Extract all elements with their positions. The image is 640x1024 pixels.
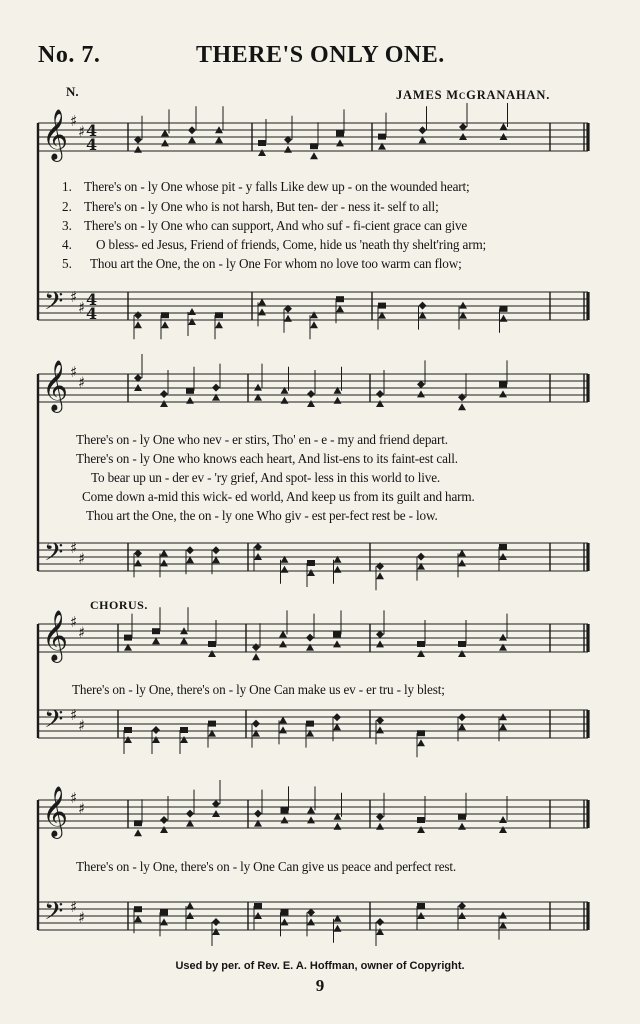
- copyright-credit: Used by per. of Rev. E. A. Hoffman, owner of Copyright.: [175, 960, 465, 972]
- note-head: [252, 720, 260, 728]
- lyric-line: There's on - ly One who is not harsh, But ten- der - ness it- self to all;: [84, 199, 439, 214]
- note-head: [215, 312, 223, 318]
- note-head: [376, 630, 384, 638]
- key-marking: N.: [66, 84, 79, 99]
- note-head: [417, 817, 425, 823]
- note-head: [336, 139, 344, 146]
- sharp-sign: ♯: [70, 363, 78, 381]
- note-head: [160, 918, 168, 925]
- treble-clef-icon: 𝄞: [42, 360, 69, 411]
- note-head: [152, 736, 160, 743]
- note-head: [499, 390, 507, 397]
- note-head: [212, 384, 220, 392]
- lyric-line: To bear up un - der ev - 'ry grief, And spot- less in this world to live.: [91, 470, 441, 485]
- treble-clef-icon: 𝄞: [42, 610, 69, 661]
- note-head: [180, 727, 188, 733]
- time-signature: 4: [86, 121, 98, 140]
- note-head: [212, 546, 220, 554]
- note-head: [376, 400, 384, 407]
- lyric-line: There's on - ly One whose pit - y falls Like dew up - on the wounded heart;: [84, 179, 470, 194]
- verse-number: 3.: [62, 218, 72, 233]
- note-head: [208, 641, 216, 647]
- note-head: [160, 559, 168, 566]
- note-head: [254, 903, 262, 909]
- note-head: [458, 393, 466, 401]
- bass-clef-icon: 𝄢: [44, 287, 64, 322]
- note-head: [307, 390, 315, 398]
- note-head: [376, 928, 384, 935]
- note-head: [307, 908, 315, 916]
- note-head: [419, 302, 427, 310]
- note-head: [161, 139, 169, 146]
- note-head: [458, 823, 466, 830]
- note-head: [306, 634, 314, 642]
- note-head: [417, 380, 425, 388]
- note-head: [134, 906, 142, 912]
- note-head: [186, 546, 194, 554]
- note-head: [334, 397, 342, 404]
- time-signature: 4: [86, 304, 98, 323]
- note-head: [333, 631, 341, 637]
- note-head: [419, 126, 427, 134]
- note-head: [378, 303, 386, 309]
- note-head: [499, 544, 507, 550]
- note-head: [333, 713, 341, 721]
- note-head: [160, 909, 168, 915]
- sharp-sign: ♯: [70, 706, 78, 724]
- note-head: [160, 400, 168, 407]
- note-head: [458, 559, 466, 566]
- note-head: [188, 126, 196, 134]
- note-head: [134, 559, 142, 566]
- note-head: [307, 918, 315, 925]
- note-head: [376, 716, 384, 724]
- sharp-sign: ♯: [78, 623, 86, 642]
- note-head: [134, 321, 142, 328]
- note-head: [186, 902, 194, 909]
- note-head: [208, 721, 216, 727]
- note-head: [284, 315, 292, 322]
- note-head: [417, 739, 425, 746]
- bass-clef-icon: 𝄢: [44, 705, 64, 740]
- note-head: [160, 816, 168, 824]
- note-head: [279, 726, 287, 733]
- composer-credit: JAMES McGRANAHAN.: [396, 88, 551, 102]
- note-head: [499, 816, 507, 823]
- note-head: [212, 928, 220, 935]
- verse-number: 4.: [62, 237, 72, 252]
- note-head: [252, 643, 260, 651]
- note-head: [458, 814, 466, 820]
- note-head: [160, 826, 168, 833]
- sharp-sign: ♯: [78, 122, 86, 141]
- sharp-sign: ♯: [78, 908, 86, 927]
- sharp-sign: ♯: [70, 539, 78, 557]
- note-head: [334, 925, 342, 932]
- time-signature: 4: [86, 135, 98, 154]
- note-head: [306, 721, 314, 727]
- note-head: [500, 315, 508, 322]
- note-head: [258, 140, 266, 146]
- note-head: [458, 403, 466, 410]
- note-head: [499, 634, 507, 641]
- note-head: [334, 823, 342, 830]
- note-head: [134, 549, 142, 557]
- note-head: [307, 560, 315, 566]
- note-head: [499, 826, 507, 833]
- hymn-title: THERE'S ONLY ONE.: [196, 42, 445, 68]
- chorus-label: CHORUS.: [90, 598, 148, 612]
- page-number: 9: [315, 976, 325, 995]
- note-head: [124, 736, 132, 743]
- note-head: [417, 826, 425, 833]
- note-head: [134, 829, 142, 836]
- note-head: [417, 903, 425, 909]
- note-head: [417, 641, 425, 647]
- note-head: [417, 650, 425, 657]
- note-head: [208, 650, 216, 657]
- lyric-line: Come down a-mid this wick- ed world, And keep us from its guilt and harm.: [82, 489, 475, 504]
- note-head: [258, 308, 266, 315]
- lyric-line: Thou art the One, the on - ly One For whom no love too warm can flow;: [90, 256, 462, 271]
- note-head: [376, 572, 384, 579]
- bass-clef-icon: 𝄢: [44, 897, 64, 932]
- note-head: [458, 713, 466, 721]
- note-head: [188, 318, 196, 325]
- note-head: [499, 912, 507, 919]
- note-head: [186, 388, 194, 394]
- note-head: [279, 640, 287, 647]
- sharp-sign: ♯: [78, 373, 86, 392]
- note-head: [152, 628, 160, 634]
- note-head: [212, 918, 220, 926]
- note-head: [281, 909, 289, 915]
- note-head: [124, 727, 132, 733]
- note-head: [124, 635, 132, 641]
- note-head: [310, 311, 318, 318]
- note-head: [336, 296, 344, 302]
- note-head: [134, 146, 142, 153]
- note-head: [188, 308, 196, 315]
- note-head: [376, 726, 384, 733]
- treble-clef-icon: 𝄞: [42, 786, 69, 837]
- note-head: [376, 390, 384, 398]
- note-head: [499, 381, 507, 387]
- note-head: [458, 641, 466, 647]
- note-head: [254, 384, 262, 391]
- note-head: [134, 311, 142, 319]
- sharp-sign: ♯: [78, 799, 86, 818]
- note-head: [500, 306, 508, 312]
- note-head: [284, 146, 292, 153]
- note-head: [310, 152, 318, 159]
- note-head: [310, 321, 318, 328]
- sharp-sign: ♯: [78, 298, 86, 317]
- note-head: [459, 302, 467, 309]
- note-head: [500, 123, 508, 130]
- note-head: [180, 736, 188, 743]
- note-head: [334, 566, 342, 573]
- verse-number: 1.: [62, 179, 72, 194]
- sharp-sign: ♯: [70, 789, 78, 807]
- hymn-number: No. 7.: [38, 42, 101, 68]
- note-head: [307, 569, 315, 576]
- sharp-sign: ♯: [70, 288, 78, 306]
- note-head: [254, 810, 262, 818]
- sharp-sign: ♯: [70, 112, 78, 130]
- sharp-sign: ♯: [78, 716, 86, 735]
- note-head: [161, 321, 169, 328]
- note-head: [376, 562, 384, 570]
- note-head: [281, 566, 289, 573]
- chorus-lyric-line: There's on - ly One, there's on - ly One Can make us ev - er tru - ly blest;: [72, 682, 445, 697]
- note-head: [215, 321, 223, 328]
- lyric-line: There's on - ly One who knows each heart, And list-ens to its faint-est call.: [76, 451, 458, 466]
- note-head: [307, 816, 315, 823]
- note-head: [307, 400, 315, 407]
- note-head: [417, 553, 425, 561]
- note-head: [336, 130, 344, 136]
- note-head: [152, 726, 160, 734]
- time-signature: 4: [86, 290, 98, 309]
- note-head: [134, 820, 142, 826]
- note-head: [376, 823, 384, 830]
- note-head: [417, 390, 425, 397]
- treble-clef-icon: 𝄞: [42, 109, 69, 160]
- note-head: [281, 816, 289, 823]
- sharp-sign: ♯: [70, 898, 78, 916]
- bass-clef-icon: 𝄢: [44, 538, 64, 573]
- note-head: [161, 312, 169, 318]
- note-head: [160, 390, 168, 398]
- sharp-sign: ♯: [78, 549, 86, 568]
- note-head: [376, 918, 384, 926]
- lyric-line: There's on - ly One who can support, And who suf - fi-cient grace can give: [84, 218, 468, 233]
- note-head: [376, 640, 384, 647]
- verse-number: 2.: [62, 199, 72, 214]
- note-head: [252, 653, 260, 660]
- note-head: [258, 149, 266, 156]
- lyric-line: Thou art the One, the on - ly one Who giv - est per-fect rest be - low.: [86, 508, 438, 523]
- note-head: [333, 640, 341, 647]
- verse-number: 5.: [62, 256, 72, 271]
- lyric-line: There's on - ly One who nev - er stirs, Tho' en - e - my and friend depart.: [76, 432, 448, 447]
- note-head: [186, 397, 194, 404]
- chorus-lyric-line: There's on - ly One, there's on - ly One Can give us peace and perfect rest.: [76, 859, 457, 874]
- note-head: [281, 397, 289, 404]
- note-head: [458, 650, 466, 657]
- lyric-line: O bless- ed Jesus, Friend of friends, Come, hide us 'neath thy shelt'ring arm;: [96, 237, 487, 252]
- note-head: [281, 807, 289, 813]
- note-head: [186, 810, 194, 818]
- note-head: [378, 134, 386, 140]
- sharp-sign: ♯: [70, 613, 78, 631]
- note-head: [417, 730, 425, 736]
- note-head: [310, 143, 318, 149]
- note-head: [281, 918, 289, 925]
